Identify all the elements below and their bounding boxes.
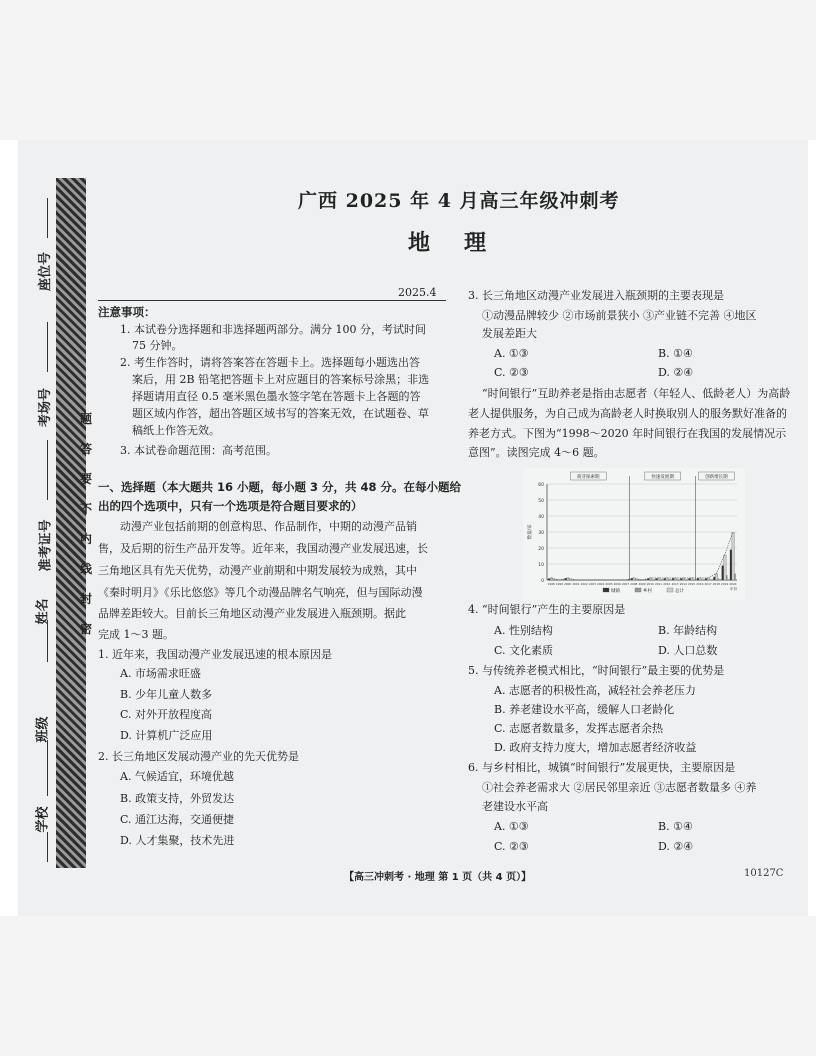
seal-char: 线 xyxy=(80,562,93,576)
answer-option[interactable]: D. ②④ xyxy=(658,366,694,379)
side-field-room: 考场号 xyxy=(38,387,54,428)
x-tick-label: 2001 xyxy=(572,582,580,586)
bar-total xyxy=(649,578,652,580)
x-tick-label: 2006 xyxy=(613,582,621,586)
notes-line: 稿纸上作答无效。 xyxy=(132,424,220,437)
side-field-name: 姓名 xyxy=(35,598,51,625)
notes-heading: 注意事项： xyxy=(98,305,156,319)
passage-line: 养老方式。下图为“1998～2020 年时间银行在我国的发展情况示 xyxy=(468,427,787,440)
passage-line: 售，及后期的衍生产品开发等。近年来，我国动漫产业发展迅速，长 xyxy=(98,542,428,555)
passage-line: 三角地区具有先天优势，动漫产业前期和中期发展较为成熟，其中 xyxy=(98,564,417,577)
phase-label: 快速发展期 xyxy=(651,475,674,480)
x-tick-label: 2000 xyxy=(564,582,572,586)
answer-option[interactable]: D. 人口总数 xyxy=(658,644,718,657)
notes-line: 题区域内作答，超出答题区域书写的答案无效，在试题卷、草 xyxy=(132,407,429,420)
photo-background-bottom xyxy=(0,916,816,1056)
question-choices: 老建设水平高 xyxy=(482,800,548,813)
x-tick-label: 2012 xyxy=(663,582,671,586)
passage-line: 完成 1～3 题。 xyxy=(98,628,174,641)
bar-total xyxy=(732,532,735,580)
legend-swatch xyxy=(635,588,641,592)
side-line-class[interactable] xyxy=(47,740,48,796)
x-tick-label: 1998 xyxy=(547,582,555,586)
passage-line: 品牌差距较大。目前长三角地区动漫产业发展进入瓶颈期。据此 xyxy=(98,607,406,620)
bar-total xyxy=(707,578,710,580)
header-divider xyxy=(98,300,446,301)
passage-line: 动漫产业包括前期的创意构思、作品制作，中期的动漫产品销 xyxy=(120,520,417,533)
side-field-seat: 座位号 xyxy=(38,251,54,292)
x-tick-label: 2017 xyxy=(704,582,712,586)
question-choices: ①动漫品牌较少 ②市场前景狭小 ③产业链不完善 ④地区 xyxy=(482,309,757,322)
side-line-seat[interactable] xyxy=(47,198,48,238)
seal-char: 内 xyxy=(80,532,93,546)
passage-line: 老人提供服务，为自己成为高龄老人时换取别人的服务默好准备的 xyxy=(468,407,787,420)
phase-label: 萌芽探索期 xyxy=(577,475,600,480)
answer-option[interactable]: C. ②③ xyxy=(494,366,529,379)
answer-option[interactable]: B. ①④ xyxy=(658,820,693,833)
x-tick-label: 2010 xyxy=(646,582,654,586)
legend-label: 乡村 xyxy=(643,589,652,594)
y-tick-label: 60 xyxy=(538,483,544,488)
exam-date: 2025.4 xyxy=(398,286,437,299)
y-tick-label: 50 xyxy=(538,499,544,504)
section-heading: 一、选择题（本大题共 16 小题，每小题 3 分，共 48 分。在每小题给 xyxy=(98,480,462,494)
x-tick-label: 1999 xyxy=(555,582,563,586)
question-stem: 4. “时间银行”产生的主要原因是 xyxy=(468,603,626,616)
answer-option[interactable]: C. ②③ xyxy=(494,840,529,853)
legend-swatch xyxy=(667,588,673,592)
notes-line: 75 分钟。 xyxy=(132,339,183,352)
side-field-exam-number: 准考证号 xyxy=(38,519,54,572)
side-field-class: 班级 xyxy=(35,716,51,743)
answer-option[interactable]: D. 人才集聚，技术先进 xyxy=(120,834,235,847)
answer-option[interactable]: B. 少年儿童人数多 xyxy=(120,688,213,701)
y-tick-label: 20 xyxy=(538,547,544,552)
bar-total xyxy=(699,578,702,580)
answer-option[interactable]: B. 政策支持，外贸发达 xyxy=(120,792,235,805)
x-tick-label: 2013 xyxy=(671,582,679,586)
subject-title: 地理 xyxy=(408,230,521,256)
x-tick-label: 2019 xyxy=(721,582,729,586)
answer-option[interactable]: C. 志愿者数量多，发挥志愿者余热 xyxy=(494,722,664,735)
x-tick-label: 2009 xyxy=(638,582,646,586)
notes-line: 2. 考生作答时，请将答案答在答题卡上。选择题每小题选出答 xyxy=(120,356,420,369)
question-choices: ①社会养老需求大 ②居民邻里亲近 ③志愿者数量多 ④养 xyxy=(482,781,757,794)
x-tick-label: 2016 xyxy=(696,582,704,586)
x-tick-label: 2020 xyxy=(729,582,737,586)
passage-line: 《秦时明月》《乐比悠悠》等几个动漫品牌名气响亮，但与国际动漫 xyxy=(98,586,423,599)
legend-swatch xyxy=(603,588,609,592)
answer-option[interactable]: D. 政府支持力度大，增加志愿者经济收益 xyxy=(494,741,697,754)
legend-label: 城镇 xyxy=(611,589,620,594)
phase-label: 创新增长期 xyxy=(705,475,728,480)
notes-line: 案后，用 2B 铅笔把答题卡上对应题目的答案标号涂黑；非选 xyxy=(132,373,430,386)
answer-option[interactable]: B. 养老建设水平高，缓解人口老龄化 xyxy=(494,703,675,716)
side-line-name[interactable] xyxy=(47,620,48,662)
question-stem: 1. 近年来，我国动漫产业发展迅速的根本原因是 xyxy=(98,648,332,661)
question-stem: 5. 与传统养老模式相比，“时间银行”最主要的优势是 xyxy=(468,664,725,677)
question-stem: 2. 长三角地区发展动漫产业的先天优势是 xyxy=(98,750,299,763)
y-tick-label: 30 xyxy=(538,531,544,536)
y-tick-label: 40 xyxy=(538,515,544,520)
question-choices: 发展差距大 xyxy=(482,327,537,340)
x-tick-label: 2007 xyxy=(621,582,630,586)
decorative-binding-band xyxy=(56,178,86,868)
question-stem: 6. 与乡村相比，城镇“时间银行”发展更快，主要原因是 xyxy=(468,761,736,774)
answer-option[interactable]: D. 计算机广泛应用 xyxy=(120,729,213,742)
exam-title: 广西 2025 年 4 月高三年级冲刺考 xyxy=(298,190,620,212)
x-tick-label: 2005 xyxy=(605,582,613,586)
answer-option[interactable]: A. 志愿者的积极性高，减轻社会养老压力 xyxy=(494,684,696,697)
passage-line: “时间银行”互助养老是指由志愿者（年轻人、低龄老人）为高龄 xyxy=(482,387,791,400)
seal-char: 要 xyxy=(80,472,93,486)
x-tick-label: 2008 xyxy=(630,582,638,586)
answer-option[interactable]: A. ①③ xyxy=(494,820,529,833)
passage-line: 意图”。读图完成 4～6 题。 xyxy=(468,446,605,459)
seal-char: 密 xyxy=(80,622,93,636)
paper-code: 10127C xyxy=(744,868,784,879)
question-stem: 3. 长三角地区动漫产业发展进入瓶颈期的主要表现是 xyxy=(468,289,724,302)
answer-option[interactable]: C. 文化素质 xyxy=(494,644,554,657)
x-axis-label: 年份 xyxy=(730,587,737,591)
bar-total xyxy=(691,578,694,580)
answer-option[interactable]: A. 市场需求旺盛 xyxy=(120,667,201,680)
bar-total xyxy=(715,574,718,580)
answer-option[interactable]: B. 年龄结构 xyxy=(658,624,718,637)
answer-option[interactable]: B. ①④ xyxy=(658,347,693,360)
side-line-school[interactable] xyxy=(47,832,48,862)
answer-option[interactable]: C. 对外开放程度高 xyxy=(120,708,213,721)
bar-total xyxy=(682,578,685,580)
seal-char: 题 xyxy=(80,412,93,426)
side-line-exam-number[interactable] xyxy=(47,440,48,500)
notes-line: 择题请用直径 0.5 毫米黑色墨水签字笔在答题卡上各题的答 xyxy=(132,390,421,403)
answer-option[interactable]: A. 气候适宜，环境优越 xyxy=(120,770,234,783)
x-tick-label: 2015 xyxy=(688,582,696,586)
seal-char: 答 xyxy=(80,442,93,456)
photo-background-top xyxy=(0,0,816,140)
x-tick-label: 2014 xyxy=(679,582,687,586)
x-tick-label: 2018 xyxy=(712,582,720,586)
seal-char: 不 xyxy=(80,502,93,516)
side-field-school: 学校 xyxy=(35,806,51,833)
answer-option[interactable]: D. ②④ xyxy=(658,840,694,853)
y-tick-label: 0 xyxy=(541,579,544,584)
y-axis-label: 数量/家 xyxy=(528,524,533,540)
answer-option[interactable]: C. 通江达海，交通便捷 xyxy=(120,813,235,826)
time-bank-chart xyxy=(523,468,745,600)
notes-line: 1. 本试卷分选择题和非选择题两部分。满分 100 分，考试时间 xyxy=(120,323,426,336)
answer-option[interactable]: A. 性别结构 xyxy=(494,624,553,637)
answer-option[interactable]: A. ①③ xyxy=(494,347,529,360)
seal-char: 封 xyxy=(80,592,93,606)
x-tick-label: 2011 xyxy=(654,582,663,586)
y-tick-label: 10 xyxy=(538,563,544,568)
notes-line: 3. 本试卷命题范围：高考范围。 xyxy=(120,444,277,457)
x-tick-label: 2004 xyxy=(597,582,605,586)
legend-label: 总计 xyxy=(675,589,684,594)
section-heading: 出的四个选项中，只有一个选项是符合题目要求的） xyxy=(98,499,363,513)
page-footer: 【高三冲刺考 · 地理 第 1 页（共 4 页）】 xyxy=(344,872,532,883)
side-line-room[interactable] xyxy=(47,322,48,372)
x-tick-label: 2002 xyxy=(580,582,588,586)
bar-total xyxy=(666,578,669,580)
bar-total xyxy=(658,578,661,580)
x-tick-label: 2003 xyxy=(588,582,596,586)
bar-total xyxy=(674,578,677,580)
bar-total xyxy=(724,555,727,580)
